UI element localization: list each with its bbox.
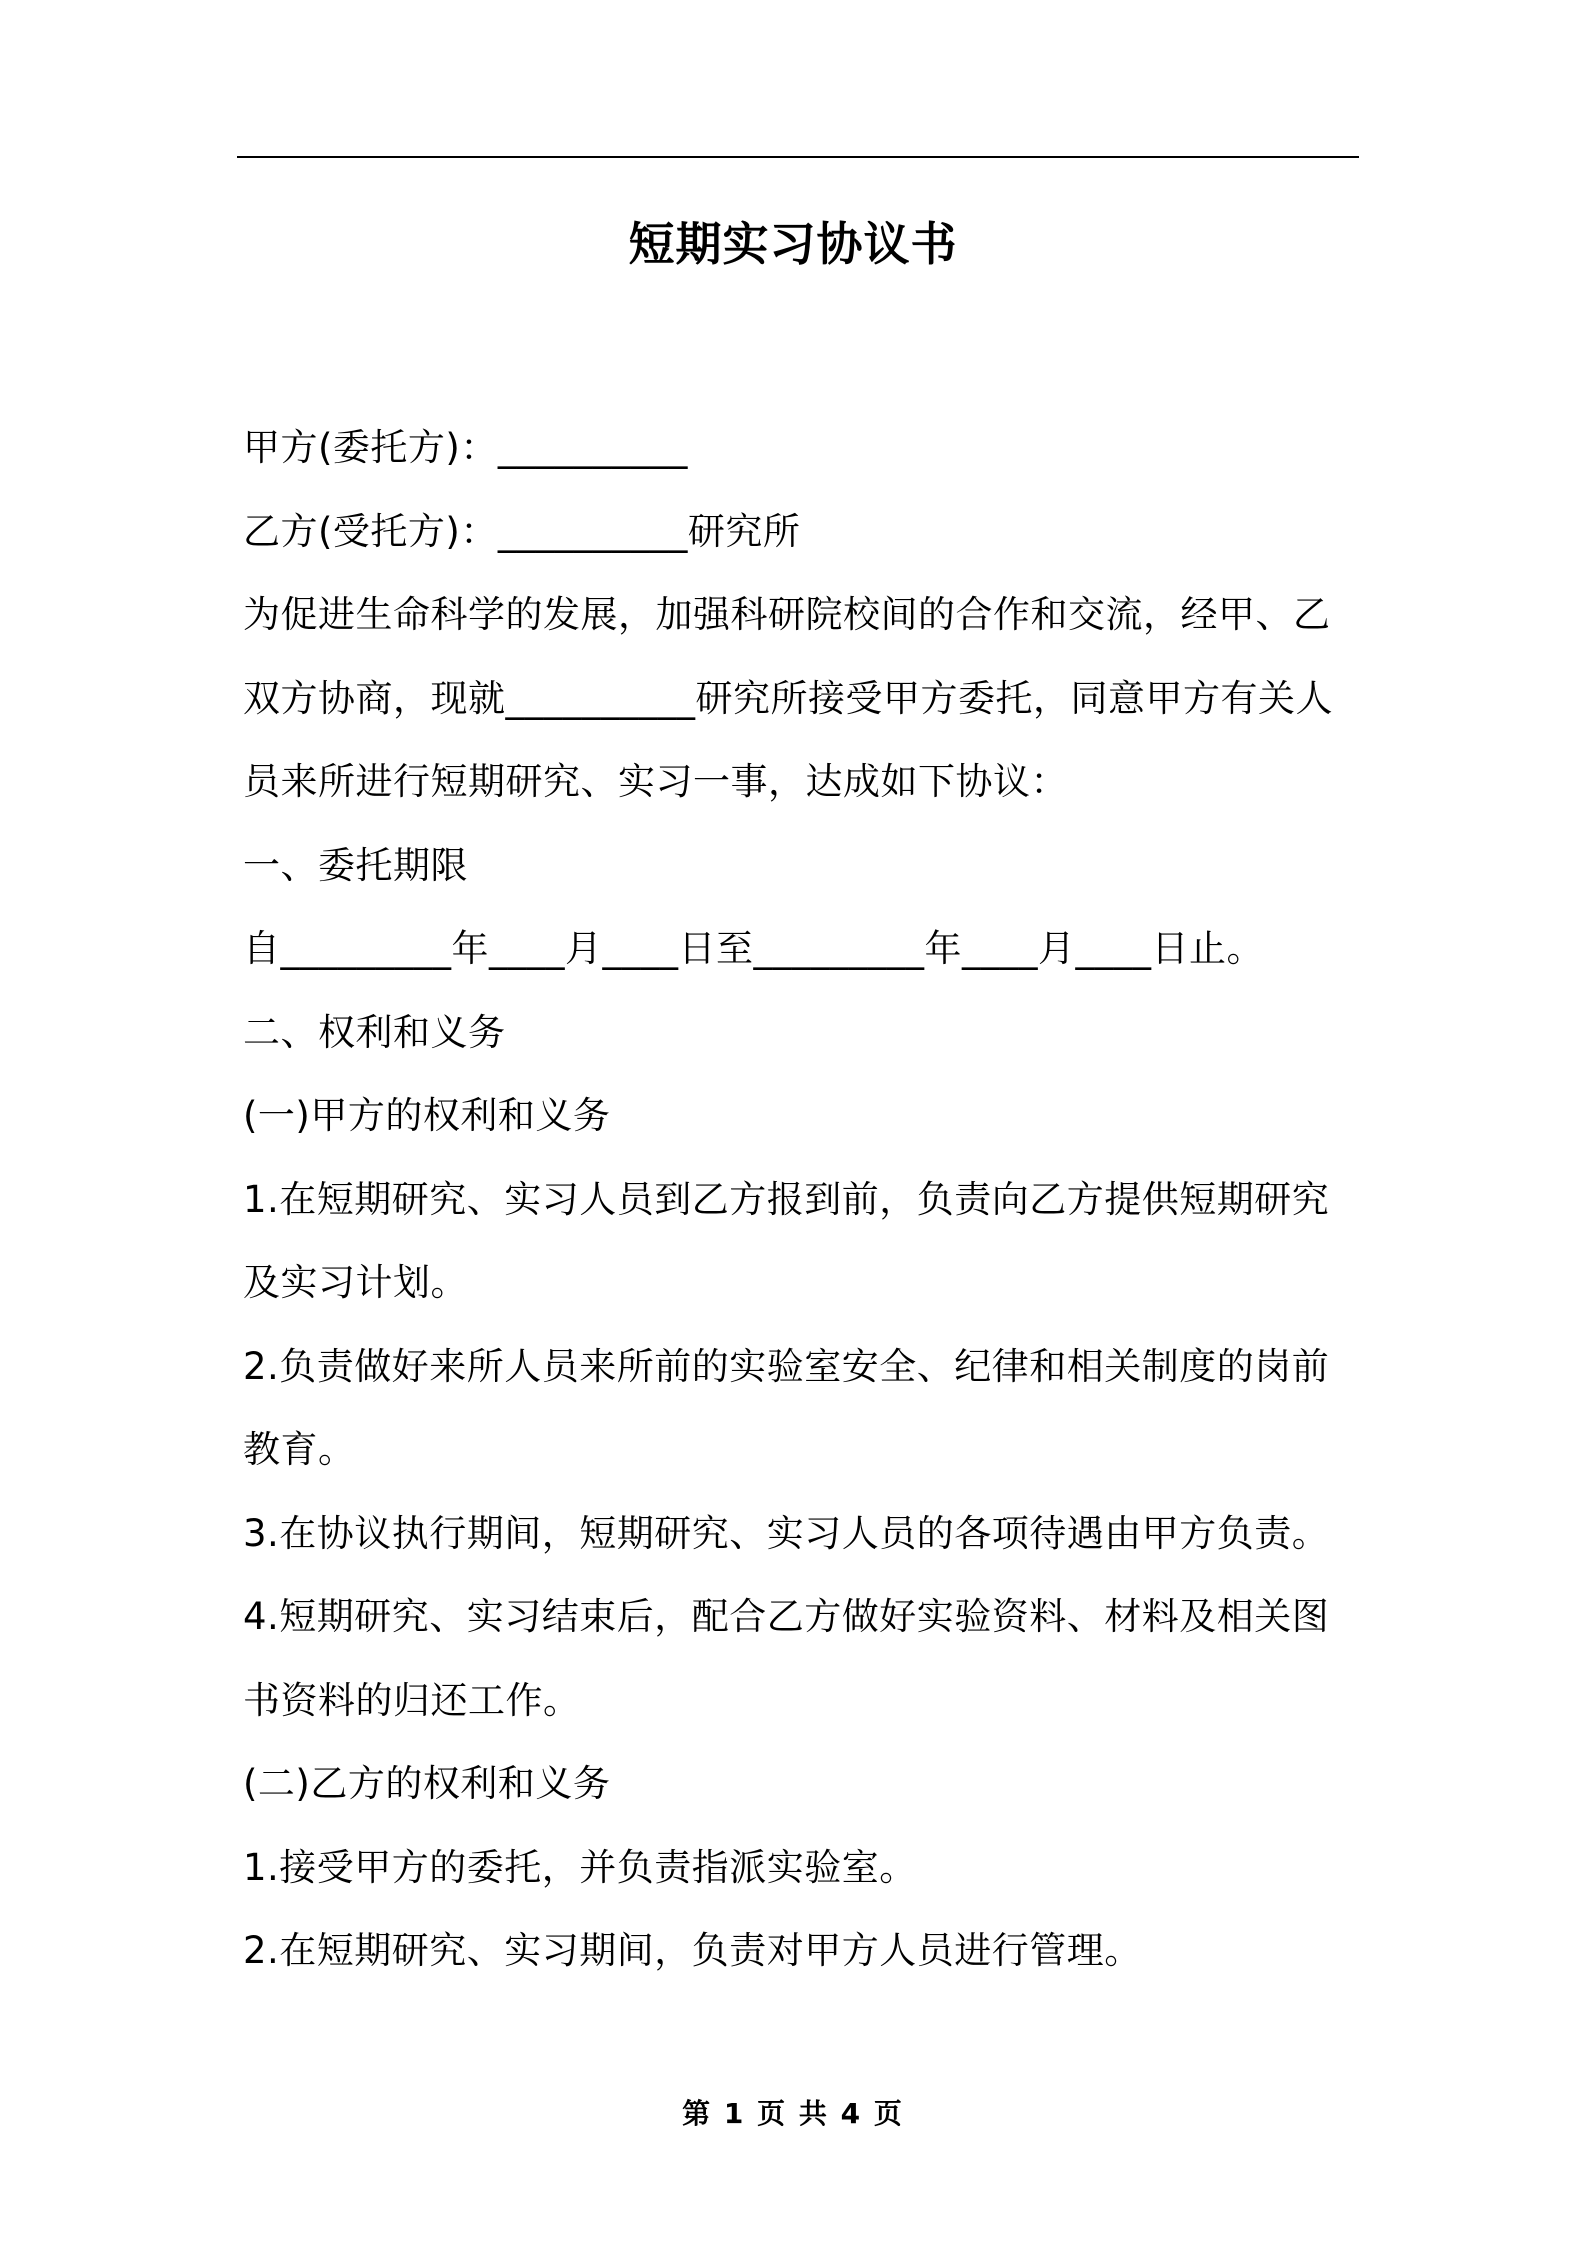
- page-footer: 第 1 页 共 4 页: [682, 2097, 904, 2130]
- party-a-clause-2: 2.负责做好来所人员来所前的实验室安全、纪律和相关制度的岗前教育。: [243, 1344, 1330, 1471]
- party-a-clause-1: 1.在短期研究、实习人员到乙方报到前，负责向乙方提供短期研究及实习计划。: [243, 1177, 1330, 1304]
- party-a-clause-4: 4.短期研究、实习结束后，配合乙方做好实验资料、材料及相关图书资料的归还工作。: [243, 1595, 1330, 1722]
- subsection-heading-party-a: (一)甲方的权利和义务: [243, 1094, 611, 1137]
- subsection-heading-party-b: (二)乙方的权利和义务: [243, 1762, 611, 1805]
- party-b-line: 乙方(受托方)：__________研究所: [243, 509, 801, 553]
- section-heading-term: 一、委托期限: [243, 843, 468, 887]
- document-title: 短期实习协议书: [628, 217, 958, 271]
- party-a-line: 甲方(委托方)：__________: [243, 426, 688, 469]
- party-b-clause-1: 1.接受甲方的委托，并负责指派实验室。: [243, 1845, 917, 1889]
- document-body: [243, 406, 1363, 1993]
- party-b-clause-2: 2.在短期研究、实习期间，负责对甲方人员进行管理。: [243, 1929, 1142, 1972]
- preamble-paragraph: 为促进生命科学的发展，加强科研院校间的合作和交流，经甲、乙双方协商，现就__________研究所接受甲方委托，同意甲方有关人员来所进行短期研究、实习一事，达成如下协议：: [243, 593, 1333, 803]
- party-a-clause-3: 3.在协议执行期间，短期研究、实习人员的各项待遇由甲方负责。: [243, 1511, 1330, 1555]
- section-heading-rights: 二、权利和义务: [243, 1010, 506, 1054]
- term-dates-line: 自_________年____月____日至_________年____月____日止。: [243, 927, 1264, 970]
- header-rule: [237, 156, 1359, 158]
